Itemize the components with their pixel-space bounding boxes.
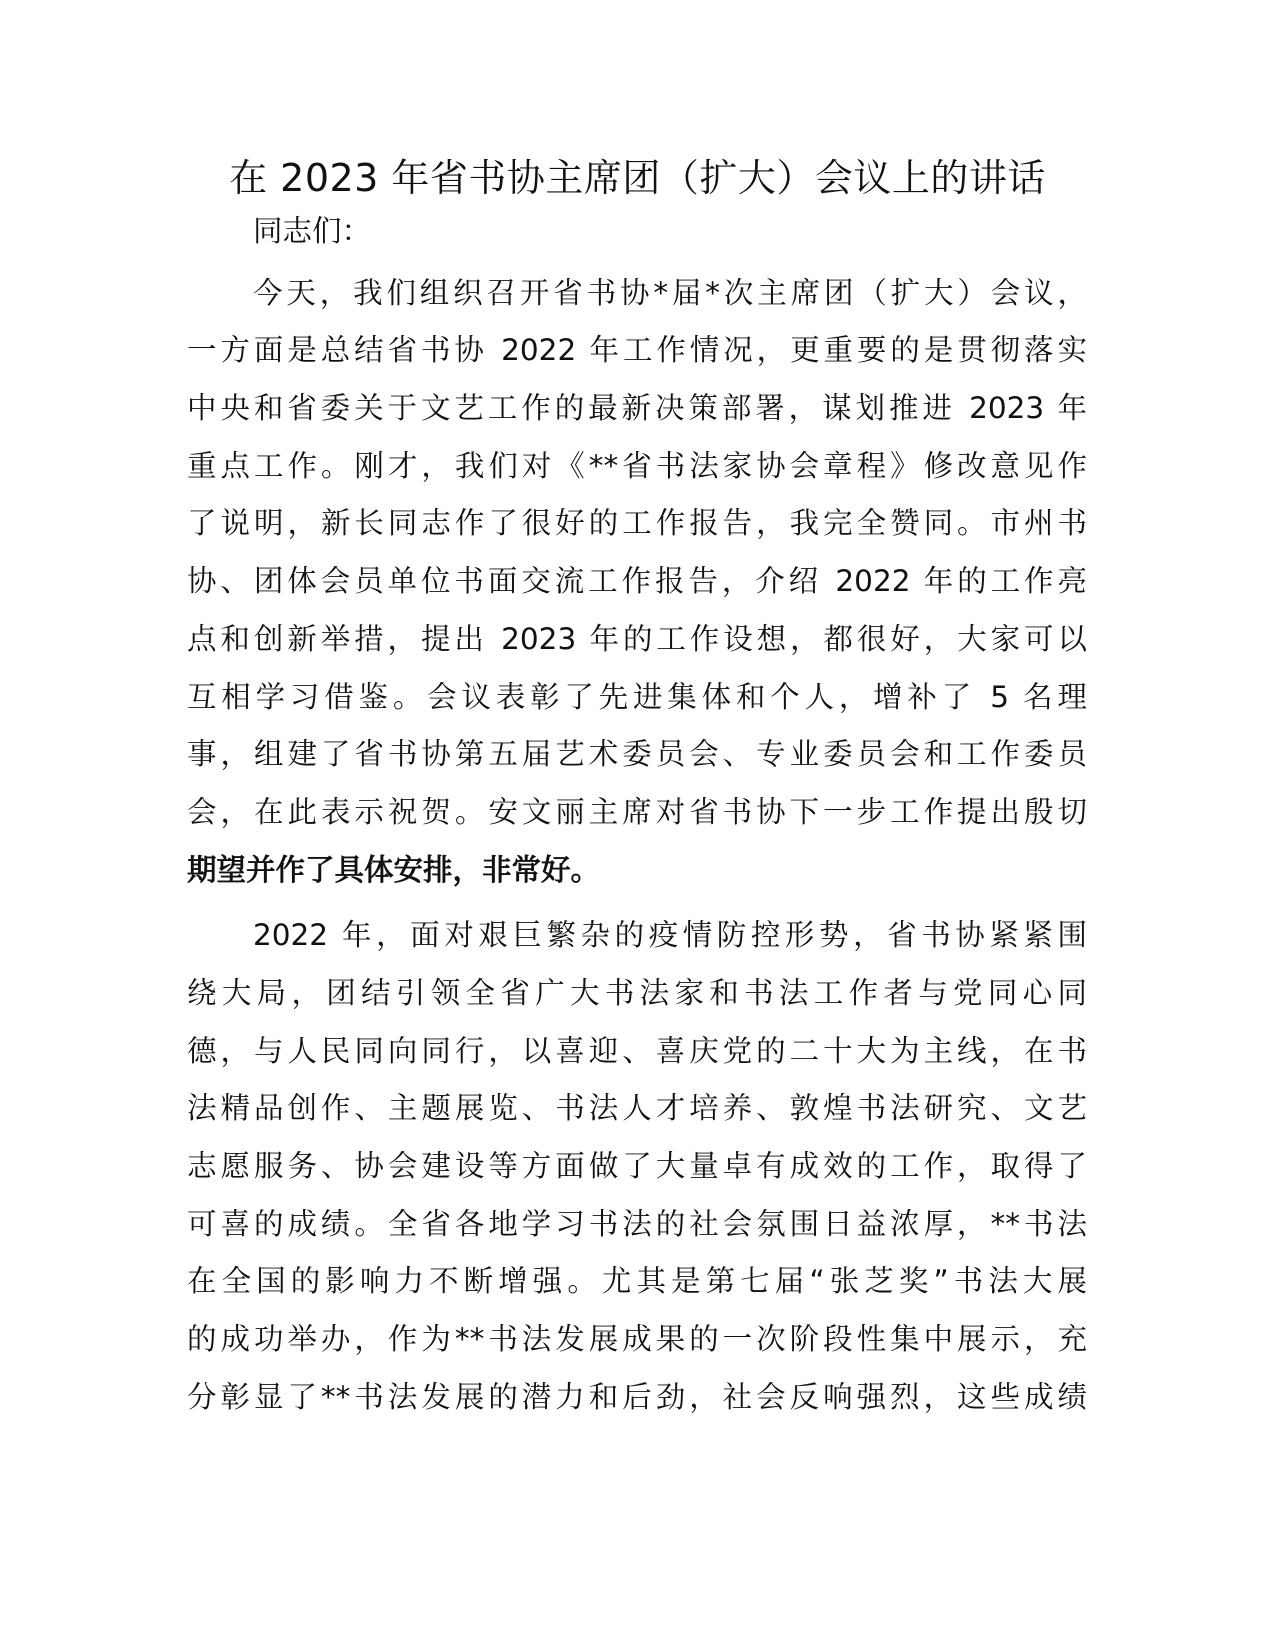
paragraph-line: 2022 年，面对艰巨繁杂的疫情防控形势，省书协紧紧围 <box>253 918 1087 953</box>
paragraph-line: 法精品创作、主题展览、书法人才培养、敦煌书法研究、文艺 <box>187 1091 1087 1126</box>
paragraph-spacer <box>187 899 1087 907</box>
paragraph-line: 会，在此表示祝贺。安文丽主席对省书协下一步工作提出殷切 <box>187 794 1087 829</box>
paragraph-line: 协、团体会员单位书面交流工作报告，介绍 2022 年的工作亮 <box>187 564 1087 599</box>
paragraph-line: 点和创新举措，提出 2023 年的工作设想，都很好，大家可以 <box>187 621 1087 656</box>
paragraph-line: 志愿服务、协会建设等方面做了大量卓有成效的工作，取得了 <box>187 1149 1087 1183</box>
paragraph-line: 今天，我们组织召开省书协*届*次主席团（扩大）会议， <box>253 275 1087 310</box>
paragraph-2 <box>187 907 1087 1426</box>
greeting: 同志们： <box>253 214 372 248</box>
paragraph-line: 重点工作。刚才，我们对《**省书法家协会章程》修改意见作 <box>187 448 1087 483</box>
paragraph-line: 的成功举办，作为**书法发展成果的一次阶段性集中展示，充 <box>187 1322 1087 1357</box>
paragraph-line: 一方面是总结省书协 2022 年工作情况，更重要的是贯彻落实 <box>187 333 1087 368</box>
document-body <box>187 203 1087 1426</box>
paragraph-line: 分彰显了**书法发展的潜力和后劲，社会反响强烈，这些成绩 <box>187 1379 1087 1414</box>
paragraph-line: 中央和省委关于文艺工作的最新决策部署，谋划推进 2023 年 <box>187 391 1087 426</box>
paragraph-line: 在全国的影响力不断增强。尤其是第七届“张芝奖”书法大展 <box>187 1264 1087 1299</box>
paragraph-line: 德，与人民同向同行，以喜迎、喜庆党的二十大为主线，在书 <box>187 1033 1087 1068</box>
paragraph-line: 绕大局，团结引领全省广大书法家和书法工作者与党同心同 <box>187 975 1087 1010</box>
paragraph-line: 期望并作了具体安排，非常好。 <box>187 852 601 887</box>
document-title: 在 2023 年省书协主席团（扩大）会议上的讲话 <box>229 156 1046 200</box>
paragraph-line: 事，组建了省书协第五届艺术委员会、专业委员会和工作委员 <box>187 737 1087 772</box>
paragraph-1 <box>187 265 1087 900</box>
paragraph-line: 了说明，新长同志作了很好的工作报告，我完全赞同。市州书 <box>187 506 1087 541</box>
paragraph-line: 可喜的成绩。全省各地学习书法的社会氛围日益浓厚，**书法 <box>187 1206 1087 1241</box>
paragraph-line: 互相学习借鉴。会议表彰了先进集体和个人，增补了 5 名理 <box>187 679 1087 714</box>
